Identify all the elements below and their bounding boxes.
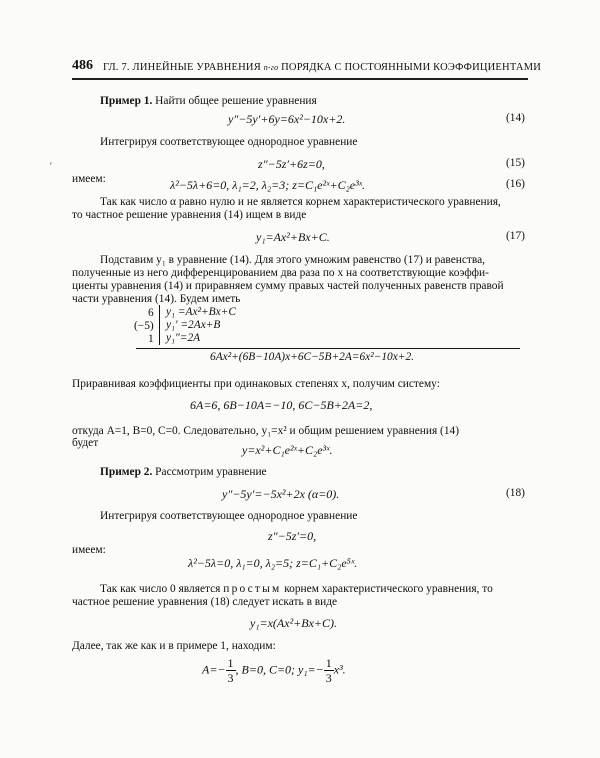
para-subst-line-3: циенты уравнения (14) и приравняем сумму правых частей полученных равенств правой — [72, 280, 504, 292]
system-row-3: y₁″=2A — [166, 332, 201, 344]
example-2-characteristic: λ²−5λ=0, λ₁=0, λ₂=5; z=C₁+C₂e⁵ˣ. — [188, 556, 358, 570]
system-divider-vertical — [159, 305, 160, 345]
para-simple-post: корнем характеристического уравнения, то — [281, 583, 493, 595]
equation-14: y″−5y′+6y=6x²−10x+2. — [228, 112, 346, 126]
example-2-intro — [100, 466, 267, 478]
equation-18: y″−5y′=−5x²+2x (α=0). — [222, 487, 340, 501]
para-subst-line-1: Подставим y₁ в уравнение (14). Для этого умножим равенство (17) и равенства, — [100, 254, 486, 266]
equation-15-number: (15) — [506, 157, 525, 169]
equation-15: z″−5z′+6z=0, — [258, 157, 325, 171]
equation-18-number: (18) — [506, 487, 525, 499]
system-sum: 6Ax²+(6B−10A)x+6C−5B+2A=6x²−10x+2. — [210, 351, 415, 363]
margin-mark: ′ — [50, 161, 52, 171]
header-rule — [72, 78, 528, 80]
equation-17-number: (17) — [506, 230, 525, 242]
example-1-have: имеем: — [72, 173, 106, 185]
result-a-fraction — [226, 656, 236, 685]
para-simple-emph: простым — [223, 583, 282, 595]
whence-line-1: откуда A=1, B=0, C=0. Следовательно, y₁=x² и общим решением уравнения (14) — [72, 425, 460, 437]
example-2-heading: Пример 2. — [100, 466, 153, 478]
para-simple-pre: Так как число 0 является — [100, 583, 224, 595]
equation-16: λ²−5λ+6=0, λ₁=2, λ₂=3; z=C₁e²ˣ+C₂e³ˣ. — [170, 178, 366, 192]
equating-text: Приравнивая коэффициенты при одинаковых степенях x, получим систему: — [72, 378, 440, 390]
result-bc: , B=0, C=0; y₁=− — [235, 662, 324, 677]
further-text: Далее, так же как и в примере 1, находим: — [72, 640, 276, 652]
system-sum-rule — [136, 348, 520, 349]
header-title-post: ПОРЯДКА С ПОСТОЯННЫМИ КОЭФФИЦИЕНТАМИ — [278, 62, 542, 73]
result-a-numerator: 1 — [227, 656, 234, 670]
example-1-heading: Пример 1. — [100, 95, 153, 107]
example-2-task: Рассмотрим уравнение — [155, 466, 267, 478]
system-row-1: y₁ =Ax²+Bx+C — [166, 306, 236, 318]
example-2-homog-equation: z″−5z′=0, — [268, 529, 317, 543]
example-1-homog-intro: Интегрируя соответствующее однородное уравнение — [100, 136, 358, 148]
header-title-pre: ГЛ. 7. ЛИНЕЙНЫЕ УРАВНЕНИЯ — [103, 62, 264, 73]
system-coef-2: (−5) — [134, 320, 154, 332]
para-simple-root-line-2: частное решение уравнения (18) следует искать в виде — [72, 596, 338, 608]
example-2-homog-intro: Интегрируя соответствующее однородное уравнение — [100, 510, 358, 522]
result-y-tail: x³. — [333, 662, 346, 677]
system-row-2: y₁′ =2Ax+B — [166, 319, 221, 331]
result-a-denominator: 3 — [227, 671, 234, 685]
result-y-numerator: 1 — [325, 656, 332, 670]
general-solution: y=x²+C₁e²ˣ+C₂e³ˣ. — [242, 443, 333, 457]
example-1-intro — [100, 95, 317, 107]
example-2-particular-form: y₁=x(Ax²+Bx+C). — [250, 616, 338, 630]
system-coef-1: 6 — [148, 307, 154, 319]
para-alpha-line-2: то частное решение уравнения (14) ищем в виде — [72, 209, 307, 221]
para-simple-root-line-1 — [100, 583, 493, 595]
para-subst-line-2: полученные из него дифференцированием два раза по x на соответствующие коэффи- — [72, 267, 489, 279]
para-alpha-line-1: Так как число α равно нулю и не является корнем характеристического уравнения, — [100, 196, 501, 208]
equation-16-number: (16) — [506, 178, 525, 190]
equation-14-number: (14) — [506, 112, 525, 124]
para-subst-line-4: части уравнения (14). Будем иметь — [72, 293, 241, 305]
example-2-result — [202, 656, 346, 685]
example-1-task: Найти общее решение уравнения — [155, 95, 317, 107]
page-number: 486 — [72, 58, 93, 73]
result-a-lhs: A=− — [202, 662, 226, 677]
example-2-have: имеем: — [72, 544, 106, 556]
header-title-n: n-го — [263, 63, 279, 72]
whence-line-2: будет — [72, 437, 99, 449]
equation-17: y₁=Ax²+Bx+C. — [256, 230, 330, 244]
result-y-fraction — [324, 656, 334, 685]
system-coef-3: 1 — [148, 333, 154, 345]
coefficient-system: 6A=6, 6B−10A=−10, 6C−5B+2A=2, — [190, 398, 373, 412]
result-y-denominator: 3 — [325, 671, 332, 685]
running-header — [103, 62, 541, 73]
